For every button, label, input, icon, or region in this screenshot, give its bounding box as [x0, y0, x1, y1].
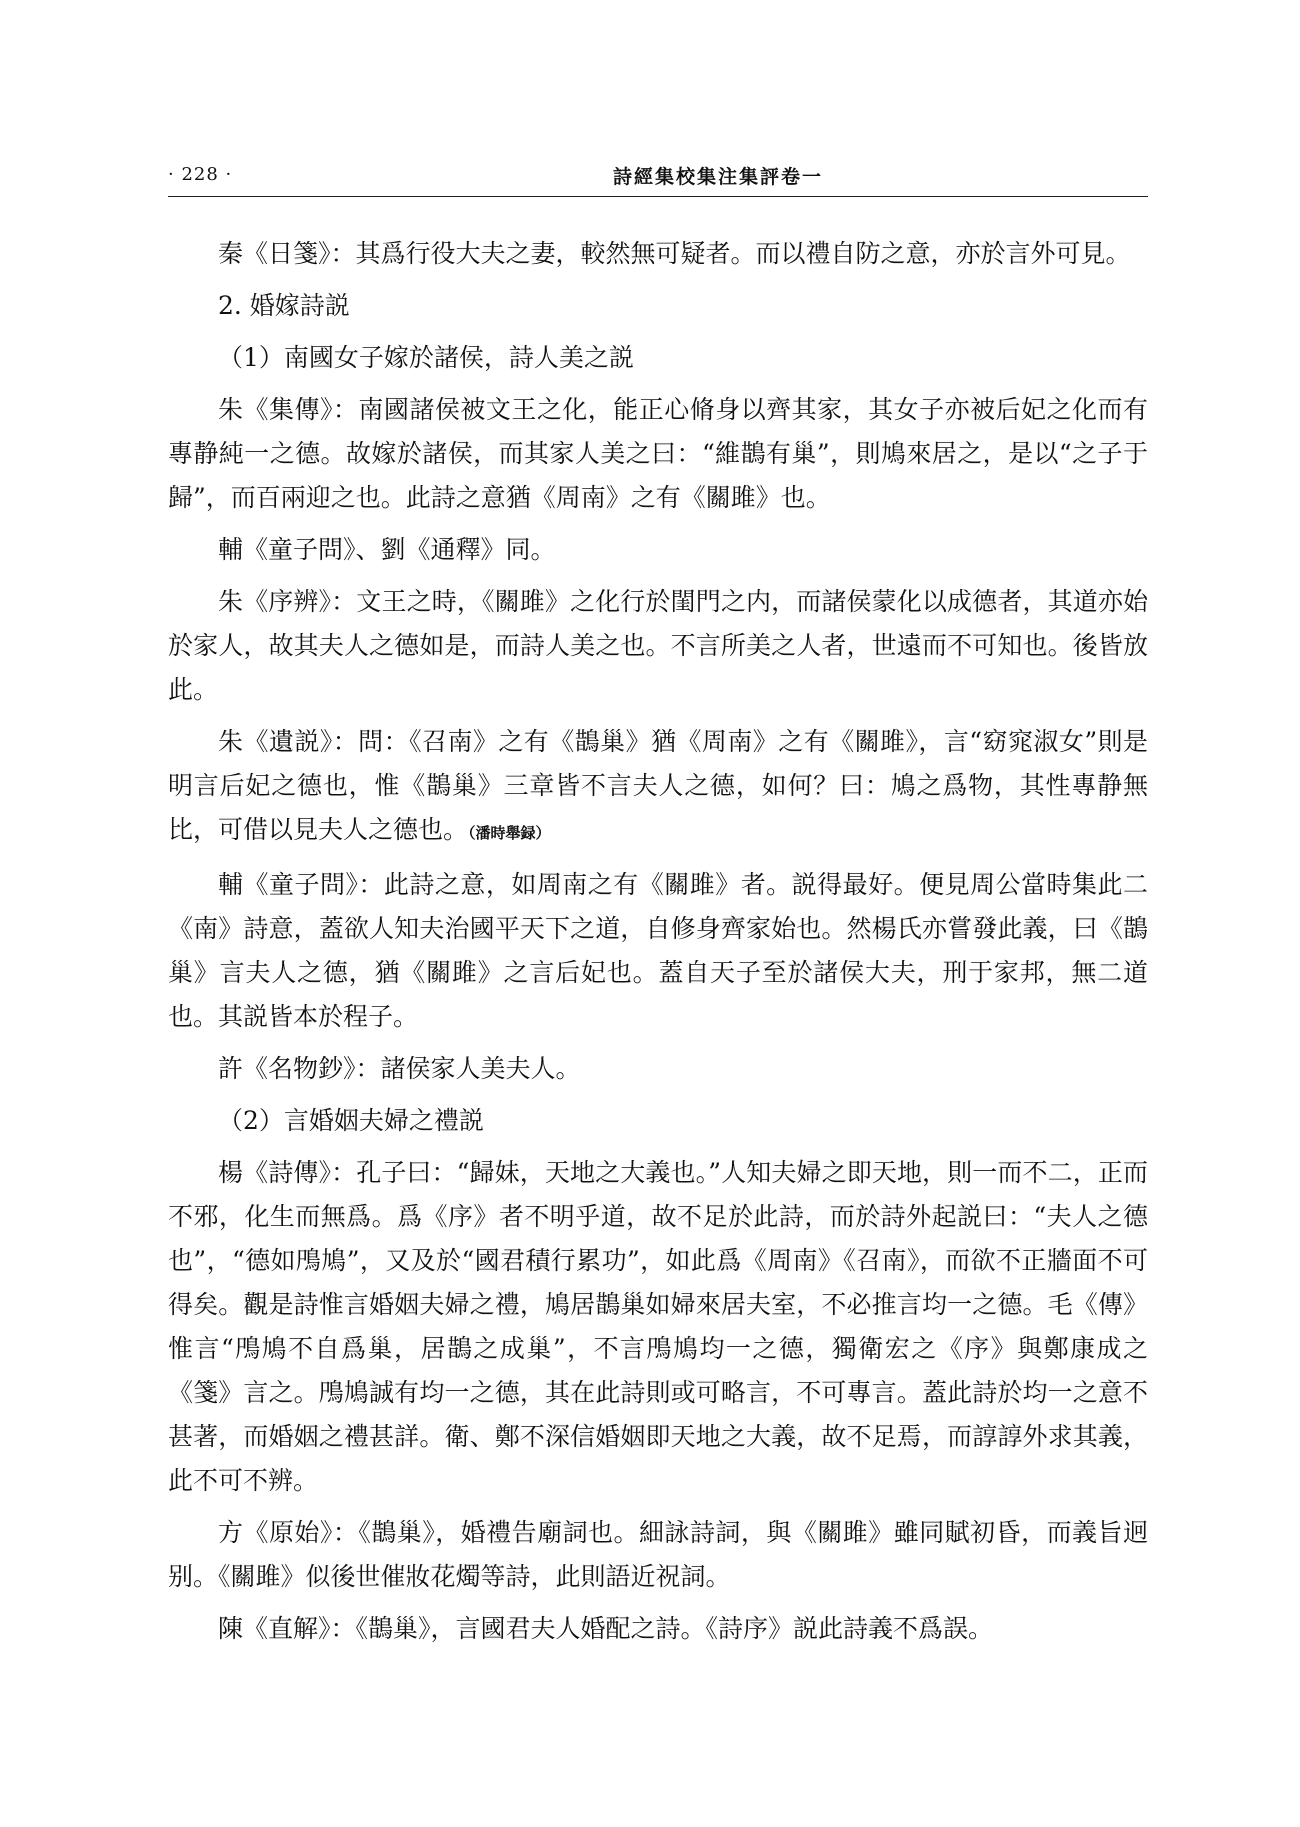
header-rule	[168, 196, 1148, 197]
paragraph-qin-rijian: 秦《日箋》：其爲行役大夫之妻，較然無可疑者。而以禮自防之意，亦於言外可見。	[218, 239, 1131, 268]
paragraph-fang-yuanshi: 方《原始》：《鵲巢》，婚禮告廟詞也。細詠詩詞，與《關雎》雖同賦初昏，而義旨迥别。《關雎》似後世催妝花燭等詩，此則語近祝詞。	[168, 1518, 1148, 1591]
body-text	[168, 232, 1148, 1659]
running-head: 詩經集校集注集評卷一	[612, 166, 823, 188]
paragraph-chen-zhijie: 陳《直解》：《鵲巢》，言國君夫人婚配之詩。《詩序》説此詩義不爲誤。	[218, 1614, 994, 1643]
paragraph-xu-mingwuchao: 許《名物鈔》：諸侯家人美夫人。	[218, 1054, 581, 1083]
subsection-heading: （1）南國女子嫁於諸侯，詩人美之説	[218, 343, 634, 372]
paragraph-zhu-xubian: 朱《序辨》：文王之時，《關雎》之化行於閨門之内，而諸侯蒙化以成德者，其道亦始於家人，故其夫人之德如是，而詩人美之也。不言所美之人者，世遠而不可知也。後皆放此。	[168, 587, 1148, 704]
page-number: · 228 ·	[168, 164, 233, 185]
paragraph-yang-shizhuan: 楊《詩傳》：孔子曰：“歸妹，天地之大義也。”人知夫婦之即天地，則一而不二，正而不邪，化生而無爲。爲《序》者不明乎道，故不足於此詩，而於詩外起説曰：“夫人之德也”，“德如鳲鳩”，又及於“國君積行累功”，如此爲《周南》《召南》，而欲不正牆面不可得矣。觀是詩惟言婚姻夫婦之禮，鳩居鵲巢如婦來居夫室，不必推言均一之德。毛《傳》惟言“鳲鳩不自爲巢，居鵲之成巢”，不言鳲鳩均一之德，獨衛宏之《序》與鄭康成之《箋》言之。鳲鳩誠有均一之德，其在此詩則或可略言，不可專言。蓋此詩於均一之意不甚著，而婚姻之禮甚詳。衛、鄭不深信婚姻即天地之大義，故不足焉，而諄諄外求其義，此不可不辨。	[168, 1158, 1148, 1495]
source-note: （潘時舉録）	[468, 824, 551, 842]
paragraph-zhu-jizhuan: 朱《集傳》：南國諸侯被文王之化，能正心脩身以齊其家，其女子亦被后妃之化而有專静純一之德。故嫁於諸侯，而其家人美之曰：“維鵲有巢”，則鳩來居之，是以“之子于歸”，而百兩迎之也。此詩之意猶《周南》之有《關雎》也。	[168, 395, 1148, 512]
paragraph-fu-tongziwen: 輔《童子問》、劉《通釋》同。	[218, 535, 556, 564]
subsection-heading-2: （2）言婚姻夫婦之禮説	[218, 1106, 484, 1135]
paragraph-fu-tongziwen-2: 輔《童子問》：此詩之意，如周南之有《關雎》者。説得最好。便見周公當時集此二《南》詩意，蓋欲人知夫治國平天下之道，自修身齊家始也。然楊氏亦嘗發此義，曰《鵲巢》言夫人之德，猶《關雎》之言后妃也。蓋自天子至於諸侯大夫，刑于家邦，無二道也。其説皆本於程子。	[168, 870, 1148, 1031]
section-heading: 2. 婚嫁詩説	[218, 291, 350, 320]
page-header	[168, 160, 1148, 200]
paragraph-zhu-yishuo: 朱《遺説》：問：《召南》之有《鵲巢》猶《周南》之有《關雎》，言“窈窕淑女”則是明言后妃之德也，惟《鵲巢》三章皆不言夫人之德，如何？曰：鳩之爲物，其性專静無比，可借以見夫人之德也。（潘時舉録）	[168, 727, 1148, 844]
